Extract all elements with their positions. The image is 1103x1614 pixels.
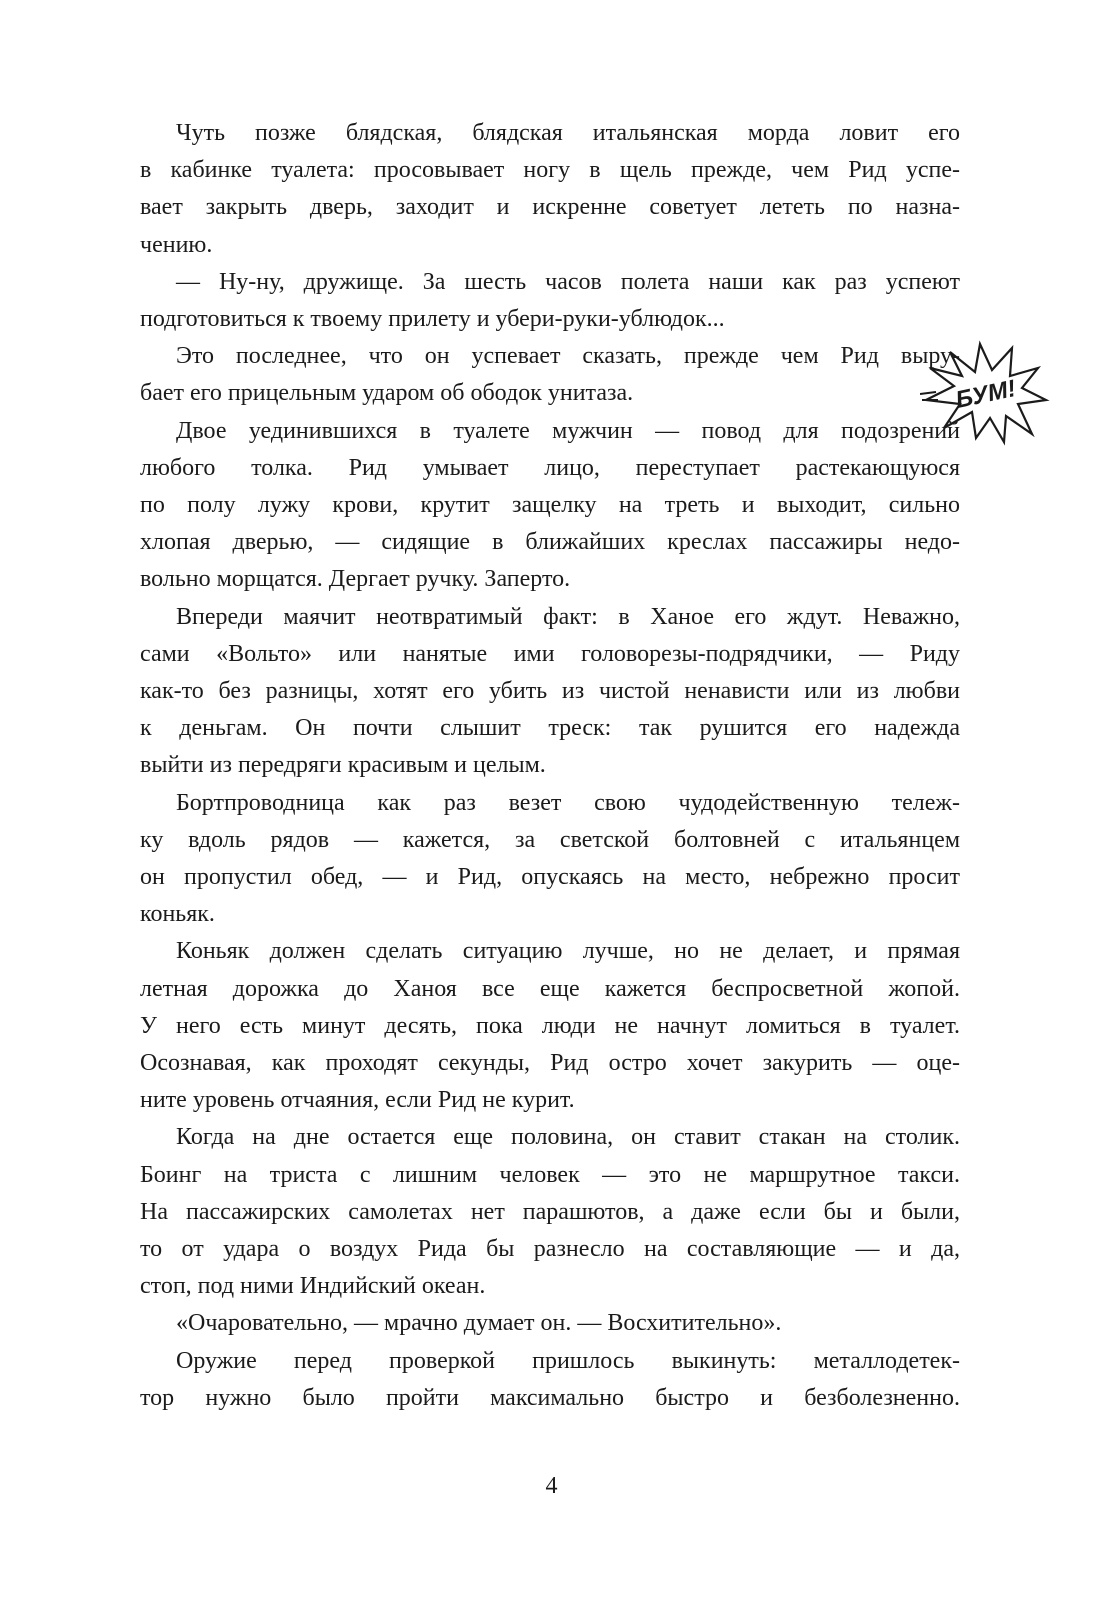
text-line: ните уровень отчаяния, если Рид не курит. xyxy=(140,1087,575,1114)
text-line: — Ну-ну, дружище. За шесть часов полета наши как раз успеют xyxy=(176,268,960,295)
text-line: любого толка. Рид умывает лицо, переступает растекающуюся xyxy=(140,454,960,481)
text-line: ку вдоль рядов — кажется, за светской болтовней с итальянцем xyxy=(140,826,960,853)
text-line: Боинг на триста с лишним человек — это не маршрутное такси. xyxy=(140,1161,960,1188)
text-line: сами «Вольто» или нанятые ими головорезы-подрядчики, — Риду xyxy=(140,640,960,667)
text-line: в кабинке туалета: просовывает ногу в щель прежде, чем Рид успе- xyxy=(140,157,960,184)
text-line: Когда на дне остается еще половина, он ставит стакан на столик. xyxy=(176,1124,960,1151)
text-line: Бортпроводница как раз везет свою чудодейственную тележ- xyxy=(176,789,960,816)
text-line: «Очаровательно, — мрачно думает он. — Восхитительно». xyxy=(176,1310,782,1337)
text-line: Двое уединившихся в туалете мужчин — повод для подозрений xyxy=(176,417,960,444)
text-line: Это последнее, что он успевает сказать, прежде чем Рид выру- xyxy=(176,343,960,370)
text-line: тор нужно было пройти максимально быстро и безболезненно. xyxy=(140,1384,960,1411)
text-line: вает закрыть дверь, заходит и искренне советует лететь по назна- xyxy=(140,194,960,221)
text-line: Чуть позже блядская, блядская итальянская морда ловит его xyxy=(176,120,960,146)
text-line: вольно морщатся. Дергает ручку. Заперто. xyxy=(140,566,571,593)
text-line: стоп, под ними Индийский океан. xyxy=(140,1273,486,1300)
text-line: то от удара о воздух Рида бы разнесло на составляющие — и да, xyxy=(140,1236,960,1262)
text-line: На пассажирских самолетах нет парашютов, а даже если бы и были, xyxy=(140,1198,960,1225)
text-line: летная дорожка до Ханоя все еще кажется беспросветной жопой. xyxy=(140,975,960,1002)
text-line: бает его прицельным ударом об ободок унитаза. xyxy=(140,380,634,407)
text-line: он пропустил обед, — и Рид, опускаясь на место, небрежно просит xyxy=(140,864,960,890)
text-line: коньяк. xyxy=(140,901,215,928)
text-line: подготовиться к твоему прилету и убери-руки-ублюдок... xyxy=(140,306,725,332)
text-line: по полу лужу крови, крутит защелку на треть и выходит, сильно xyxy=(140,492,960,518)
text-line: как-то без разницы, хотят его убить из чистой ненависти или из любви xyxy=(140,678,960,704)
page-number: 4 xyxy=(545,1473,558,1499)
text-line: чению. xyxy=(140,231,213,258)
text-line: У него есть минут десять, пока люди не начнут ломиться в туалет. xyxy=(140,1012,960,1039)
text-line: Осознавая, как проходят секунды, Рид остро хочет закурить — оце- xyxy=(140,1050,960,1076)
text-line: Коньяк должен сделать ситуацию лучше, но не делает, и прямая xyxy=(176,938,960,965)
text-line: к деньгам. Он почти слышит треск: так рушится его надежда xyxy=(140,715,960,742)
text-line: хлопая дверью, — сидящие в ближайших креслах пассажиры недо- xyxy=(140,529,960,556)
text-line: Оружие перед проверкой пришлось выкинуть: металлодетек- xyxy=(176,1347,960,1374)
boom-sfx-text: БУМ! xyxy=(953,375,1019,415)
boom-sound-effect xyxy=(920,338,1060,448)
text-line: выйти из передряги красивым и целым. xyxy=(140,752,546,779)
text-line: Впереди маячит неотвратимый факт: в Ханое его ждут. Неважно, xyxy=(176,603,960,630)
